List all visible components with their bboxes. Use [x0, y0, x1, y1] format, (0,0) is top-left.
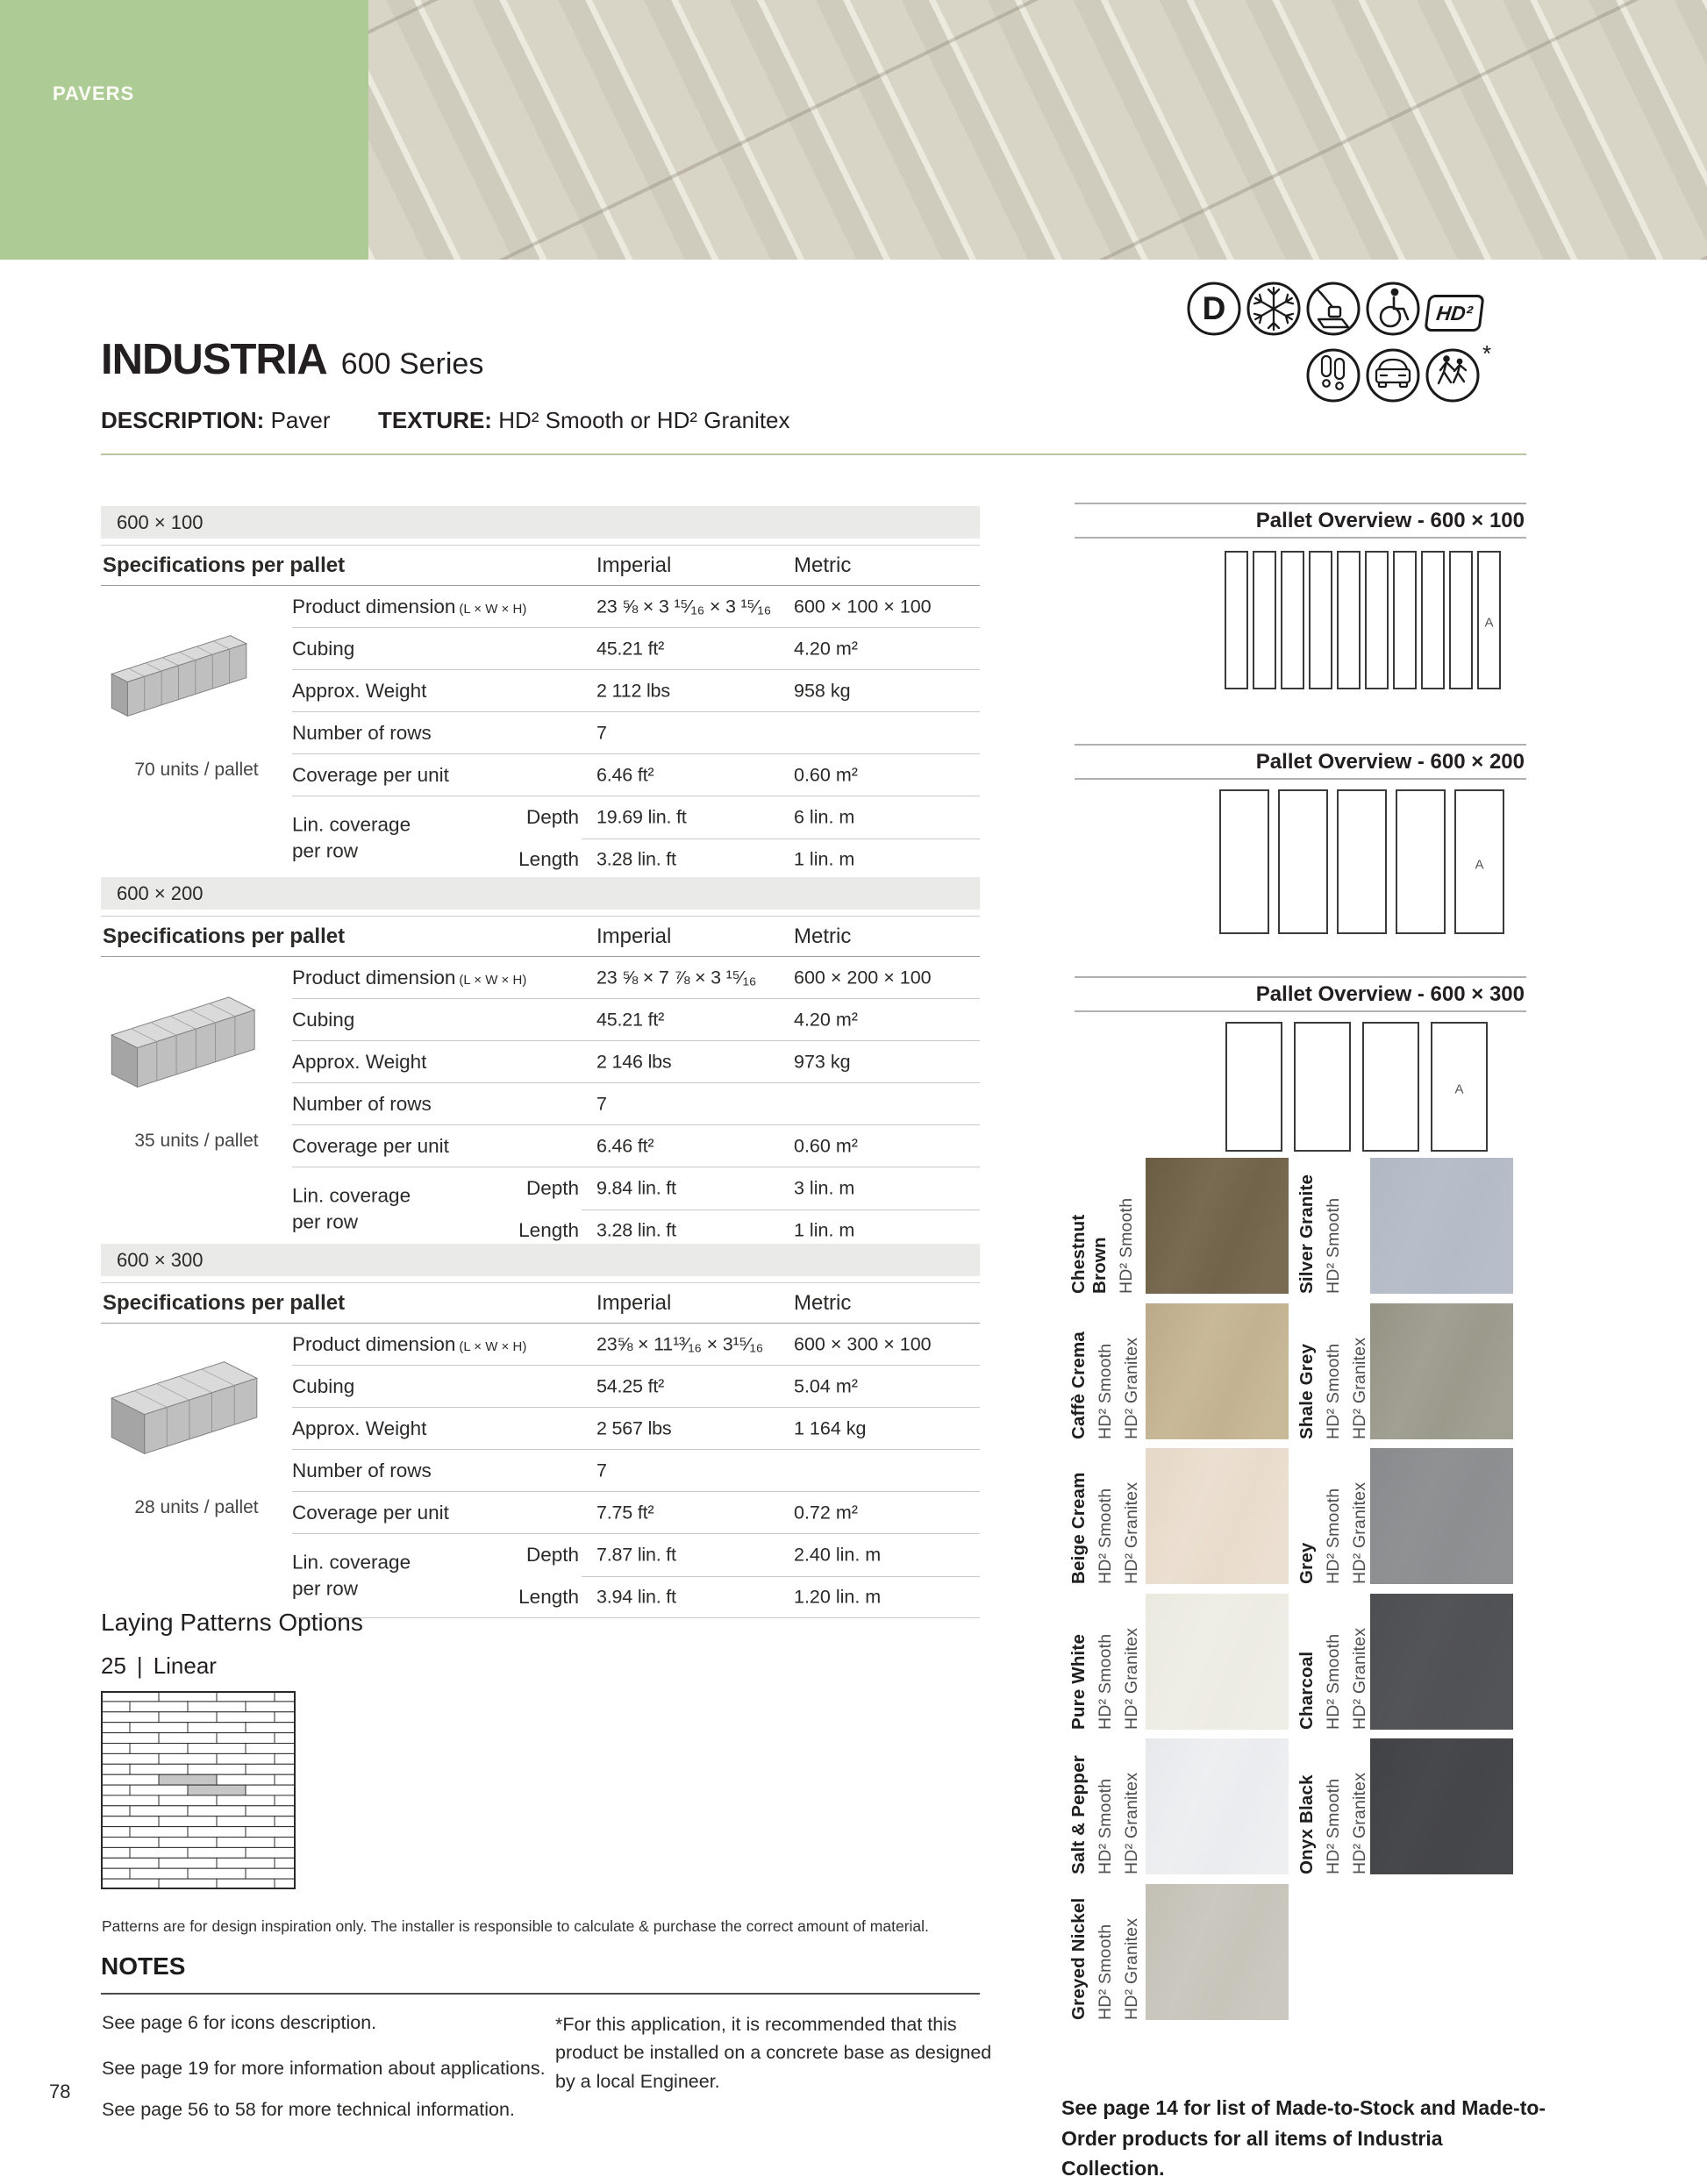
swatch-label-grey [1296, 1448, 1370, 1584]
subrow-name: Length [518, 1586, 579, 1608]
imperial-value: 7.75 ft² [596, 1502, 654, 1524]
imperial-value: 23 ⅝ × 7 ⅞ × 3 ¹⁵⁄₁₆ [596, 967, 757, 989]
table-header [101, 545, 980, 586]
imperial-value: 7 [596, 1093, 607, 1115]
metric-value: 1 164 kg [794, 1417, 867, 1439]
row-label: Coverage per unit [292, 1502, 449, 1524]
imperial-value: 9.84 lin. ft [596, 1177, 676, 1199]
metric-value: 0.60 m² [794, 764, 858, 786]
swatch-label-silver-granite [1296, 1158, 1344, 1294]
pallet-unit [1309, 551, 1332, 689]
color-swatch-salt-pepper [1146, 1738, 1289, 1874]
pallet-overview-header [1075, 976, 1526, 1012]
application-footnote: *For this application, it is recommended that this product be installed on a concrete base as designed by a local Engineer. [555, 2014, 992, 2092]
pallet-unit [1477, 551, 1501, 689]
lin-coverage-label-line2: per row [292, 840, 359, 862]
lin-coverage-label-line2: per row [292, 1211, 359, 1233]
row-label: Cubing [292, 1009, 355, 1031]
row-label: Cubing [292, 638, 355, 660]
metric-value: 5.04 m² [794, 1375, 858, 1397]
finish-label: HD² Smooth [1324, 1197, 1343, 1294]
pallet-unit [1225, 1022, 1282, 1152]
row-separator [292, 1617, 980, 1618]
imperial-value: 3.94 lin. ft [596, 1586, 676, 1608]
pallet-unit [1421, 551, 1445, 689]
table-body [101, 1324, 980, 1618]
pedestrian-note-mark: * [1482, 340, 1492, 367]
spec-table-600×200 [101, 877, 980, 1252]
color-swatch-silver-granite [1370, 1158, 1513, 1294]
pallet-unit [1365, 551, 1389, 689]
imperial-value: 6.46 ft² [596, 764, 654, 786]
imperial-value: 2 567 lbs [596, 1417, 672, 1439]
pallet-row-marker: A [1454, 1081, 1464, 1097]
header-divider [101, 453, 1526, 455]
hd2-badge-icon [1424, 295, 1484, 332]
subrow-name: Length [518, 848, 579, 870]
subrow-name: Depth [525, 1544, 579, 1566]
circle-d-glyph: D [1202, 290, 1226, 326]
imperial-value: 45.21 ft² [596, 1009, 665, 1031]
row-label: Number of rows [292, 1093, 432, 1115]
finish-label: HD² Granitex [1122, 1627, 1141, 1730]
pedestrian-traffic-icon [1425, 347, 1481, 403]
row-label: Number of rows [292, 722, 432, 744]
lin-coverage-row [101, 1167, 980, 1252]
metric-value: 2.40 lin. m [794, 1544, 882, 1566]
row-label: Coverage per unit [292, 764, 449, 786]
notes-divider [101, 1993, 980, 1995]
finish-label: HD² Smooth [1096, 1633, 1115, 1730]
metric-value: 6 lin. m [794, 806, 855, 828]
table-body [101, 586, 980, 881]
finish-label: HD² Smooth [1096, 1923, 1115, 2020]
row-label-suffix: (L × W × H) [459, 1339, 527, 1354]
color-swatch-shale-grey [1370, 1303, 1513, 1439]
color-name: Chestnut Brown [1068, 1214, 1110, 1294]
lin-coverage-row [101, 1534, 980, 1618]
column-metric-label: Metric [794, 924, 852, 948]
finish-label: HD² Smooth [1324, 1633, 1343, 1730]
imperial-value: 6.46 ft² [596, 1135, 654, 1157]
swatch-label-greyed-nickel [1068, 1884, 1142, 2020]
paver-bundle-illustration [103, 980, 282, 1102]
finish-label: HD² Granitex [1350, 1337, 1369, 1439]
hd2-badge-label: HD² [1435, 301, 1475, 325]
finish-label: HD² Smooth [1324, 1778, 1343, 1874]
column-spec-label: Specifications per pallet [103, 924, 346, 948]
linear-pattern-diagram [101, 1691, 296, 1894]
finish-label: HD² Granitex [1122, 1337, 1141, 1439]
pallet-overview-header [1075, 744, 1526, 780]
row-label: Cubing [292, 1375, 355, 1397]
table-header [101, 916, 980, 957]
finish-label: HD² Granitex [1122, 1772, 1141, 1874]
made-to-stock-note: See page 14 for list of Made-to-Stock and Made-to-Order products for all items of Industria Collection. [1061, 2096, 1546, 2180]
metric-value: 4.20 m² [794, 638, 858, 660]
pallet-unit [1431, 1022, 1488, 1152]
swatch-label-salt-pepper [1068, 1738, 1142, 1874]
pallet-unit [1454, 789, 1504, 934]
lin-coverage-subrow-depth [101, 1167, 980, 1210]
color-name: Pure White [1068, 1633, 1089, 1730]
imperial-value: 19.69 lin. ft [596, 806, 687, 828]
metric-value: 1 lin. m [794, 1219, 855, 1241]
table-body [101, 957, 980, 1252]
units-per-pallet: 35 units / pallet [134, 1131, 259, 1151]
metric-value: 1 lin. m [794, 848, 855, 870]
swatch-label-charcoal [1296, 1594, 1370, 1730]
column-imperial-label: Imperial [596, 1290, 672, 1315]
finish-label: HD² Granitex [1350, 1481, 1369, 1584]
subrow-name: Depth [525, 806, 579, 828]
pallet-overview-title: Pallet Overview - 600 × 300 [1255, 982, 1525, 1006]
pallet-unit [1225, 551, 1248, 689]
column-spec-label: Specifications per pallet [103, 553, 346, 577]
note-item: See page 6 for icons description. [102, 2012, 377, 2033]
pallet-overview-title: Pallet Overview - 600 × 100 [1255, 509, 1525, 532]
lin-coverage-label-line2: per row [292, 1578, 359, 1600]
row-label-suffix: (L × W × H) [459, 602, 527, 617]
finish-label: HD² Granitex [1122, 1917, 1141, 2020]
color-swatch-beige-cream [1146, 1448, 1289, 1584]
category-label: PAVERS [53, 82, 135, 104]
swatch-label-pure-white [1068, 1594, 1142, 1730]
paver-bundle-illustration [103, 609, 282, 731]
color-name: Silver Granite [1296, 1174, 1317, 1294]
pallet-row-marker: A [1484, 615, 1494, 631]
color-swatch-charcoal [1370, 1594, 1513, 1730]
finish-label: HD² Granitex [1122, 1481, 1141, 1584]
pattern-disclaimer: Patterns are for design inspiration only. The installer is responsible to calculate & purchase the correct amount of material. [102, 1917, 929, 1935]
pallet-unit [1219, 789, 1269, 934]
metric-value: 600 × 300 × 100 [794, 1333, 932, 1355]
column-metric-label: Metric [794, 553, 852, 577]
row-label: Approx. Weight [292, 1051, 427, 1073]
column-imperial-label: Imperial [596, 924, 672, 948]
color-swatch-onyx-black [1370, 1738, 1513, 1874]
metric-value: 1.20 lin. m [794, 1586, 882, 1608]
finish-label: HD² Smooth [1324, 1343, 1343, 1439]
imperial-value: 23⅝ × 11¹³⁄₁₆ × 3¹⁵⁄₁₆ [596, 1333, 764, 1355]
imperial-value: 7 [596, 1460, 607, 1481]
spec-table-600×100 [101, 506, 980, 881]
pattern-number: 25 [101, 1652, 126, 1679]
color-name: Salt & Pepper [1068, 1755, 1089, 1874]
lin-coverage-label-line1: Lin. coverage [292, 1184, 411, 1207]
paver-photo [368, 0, 1707, 260]
texture-label: TEXTURE: [377, 407, 492, 433]
color-name: Greyed Nickel [1068, 1897, 1089, 2020]
pallet-overview-title: Pallet Overview - 600 × 200 [1255, 750, 1525, 774]
pallet-overview-header [1075, 503, 1526, 539]
lin-coverage-label-line1: Lin. coverage [292, 813, 411, 836]
finish-label: HD² Smooth [1096, 1343, 1115, 1439]
color-swatch-greyed-nickel [1146, 1884, 1289, 2020]
plate-compactor-icon [1305, 281, 1361, 337]
notes-heading: NOTES [101, 1952, 186, 1980]
pallet-row-marker: A [1475, 857, 1484, 873]
page-number: 78 [49, 2081, 71, 2102]
finish-label: HD² Granitex [1350, 1772, 1369, 1874]
size-label: 600 × 200 [101, 877, 980, 910]
description-value: Paver [270, 407, 331, 433]
pattern-separator: | [136, 1652, 143, 1679]
color-swatch-grey [1370, 1448, 1513, 1584]
laying-patterns-heading: Laying Patterns Options [101, 1609, 363, 1636]
color-swatch-chestnut-brown [1146, 1158, 1289, 1294]
spec-table-600×300 [101, 1244, 980, 1618]
swatch-label-shale-grey [1296, 1303, 1370, 1439]
column-imperial-label: Imperial [596, 553, 672, 577]
column-spec-label: Specifications per pallet [103, 1290, 346, 1315]
row-label: Approx. Weight [292, 1417, 427, 1439]
lin-coverage-subrow-depth [101, 1534, 980, 1576]
page-title: INDUSTRIA [101, 336, 327, 383]
imperial-value: 2 112 lbs [596, 680, 670, 702]
finish-label: HD² Smooth [1324, 1488, 1343, 1584]
metric-value: 4.20 m² [794, 1009, 858, 1031]
row-label-suffix: (L × W × H) [459, 973, 527, 988]
paver-bundle-illustration [103, 1346, 282, 1468]
subrow-separator [582, 1576, 980, 1577]
row-label: Coverage per unit [292, 1135, 449, 1157]
size-label: 600 × 100 [101, 506, 980, 539]
color-name: Charcoal [1296, 1651, 1317, 1730]
imperial-value: 7.87 lin. ft [596, 1544, 676, 1566]
finish-label: HD² Granitex [1350, 1627, 1369, 1730]
color-swatch-pure-white [1146, 1594, 1289, 1730]
size-label: 600 × 300 [101, 1244, 980, 1276]
footprints-icon [1305, 347, 1361, 403]
metric-value: 600 × 100 × 100 [794, 596, 932, 617]
metric-value: 600 × 200 × 100 [794, 967, 932, 989]
table-header [101, 1282, 980, 1324]
units-per-pallet: 28 units / pallet [134, 1497, 259, 1517]
swatch-label-beige-cream [1068, 1448, 1142, 1584]
imperial-value: 3.28 lin. ft [596, 848, 676, 870]
title-row [101, 335, 483, 384]
finish-label: HD² Smooth [1117, 1197, 1136, 1294]
pallet-unit [1294, 1022, 1351, 1152]
subrow-name: Length [518, 1219, 579, 1241]
description-label: DESCRIPTION: [101, 407, 265, 433]
lin-coverage-subrow-depth [101, 796, 980, 839]
lin-coverage-row [101, 796, 980, 881]
pallet-unit [1337, 789, 1387, 934]
finish-label: HD² Smooth [1096, 1488, 1115, 1584]
note-item: See page 56 to 58 for more technical information. [102, 2099, 515, 2120]
imperial-value: 7 [596, 722, 607, 744]
swatch-label-onyx-black [1296, 1738, 1370, 1874]
color-name: Shale Grey [1296, 1343, 1317, 1439]
color-name: Onyx Black [1296, 1774, 1317, 1874]
description-row [101, 407, 790, 434]
finish-label: HD² Smooth [1096, 1778, 1115, 1874]
pattern-name: Linear [153, 1652, 217, 1679]
circle-d-icon [1186, 281, 1242, 337]
swatch-label-caff-crema [1068, 1303, 1142, 1439]
series-label: 600 Series [340, 347, 484, 381]
row-label: Product dimension (L × W × H) [292, 967, 527, 989]
lin-coverage-label-line1: Lin. coverage [292, 1551, 411, 1574]
pallet-unit [1449, 551, 1473, 689]
column-metric-label: Metric [794, 1290, 852, 1315]
row-label: Product dimension (L × W × H) [292, 596, 527, 617]
color-swatch-caff-crema [1146, 1303, 1289, 1439]
pallet-unit [1396, 789, 1446, 934]
texture-value: HD² Smooth or HD² Granitex [498, 407, 790, 433]
subrow-name: Depth [525, 1177, 579, 1199]
imperial-value: 54.25 ft² [596, 1375, 665, 1397]
pallet-unit [1281, 551, 1304, 689]
color-name: Grey [1296, 1542, 1317, 1584]
row-label: Product dimension (L × W × H) [292, 1333, 527, 1355]
units-per-pallet: 70 units / pallet [134, 760, 259, 780]
pallet-unit [1362, 1022, 1419, 1152]
imperial-value: 23 ⅝ × 3 ¹⁵⁄₁₆ × 3 ¹⁵⁄₁₆ [596, 596, 772, 617]
pallet-unit [1278, 789, 1328, 934]
metric-value: 0.60 m² [794, 1135, 858, 1157]
category-banner [0, 0, 368, 260]
pattern-subheading [101, 1652, 217, 1680]
color-name: Beige Cream [1068, 1472, 1089, 1584]
metric-value: 973 kg [794, 1051, 851, 1073]
imperial-value: 2 146 lbs [596, 1051, 672, 1073]
metric-value: 3 lin. m [794, 1177, 855, 1199]
de-icing-salts-icon [1246, 281, 1302, 337]
pallet-unit [1393, 551, 1417, 689]
row-label: Number of rows [292, 1460, 432, 1481]
row-label: Approx. Weight [292, 680, 427, 702]
pallet-unit [1253, 551, 1276, 689]
vehicular-traffic-icon [1365, 347, 1421, 403]
color-name: Caffè Crema [1068, 1331, 1089, 1439]
metric-value: 958 kg [794, 680, 851, 702]
metric-value: 0.72 m² [794, 1502, 858, 1524]
note-item: See page 19 for more information about applications. [102, 2058, 546, 2079]
lin-coverage-subrow-length [101, 839, 980, 881]
imperial-value: 3.28 lin. ft [596, 1219, 676, 1241]
pallet-unit [1337, 551, 1361, 689]
wheelchair-accessible-icon [1365, 281, 1421, 337]
imperial-value: 45.21 ft² [596, 638, 665, 660]
